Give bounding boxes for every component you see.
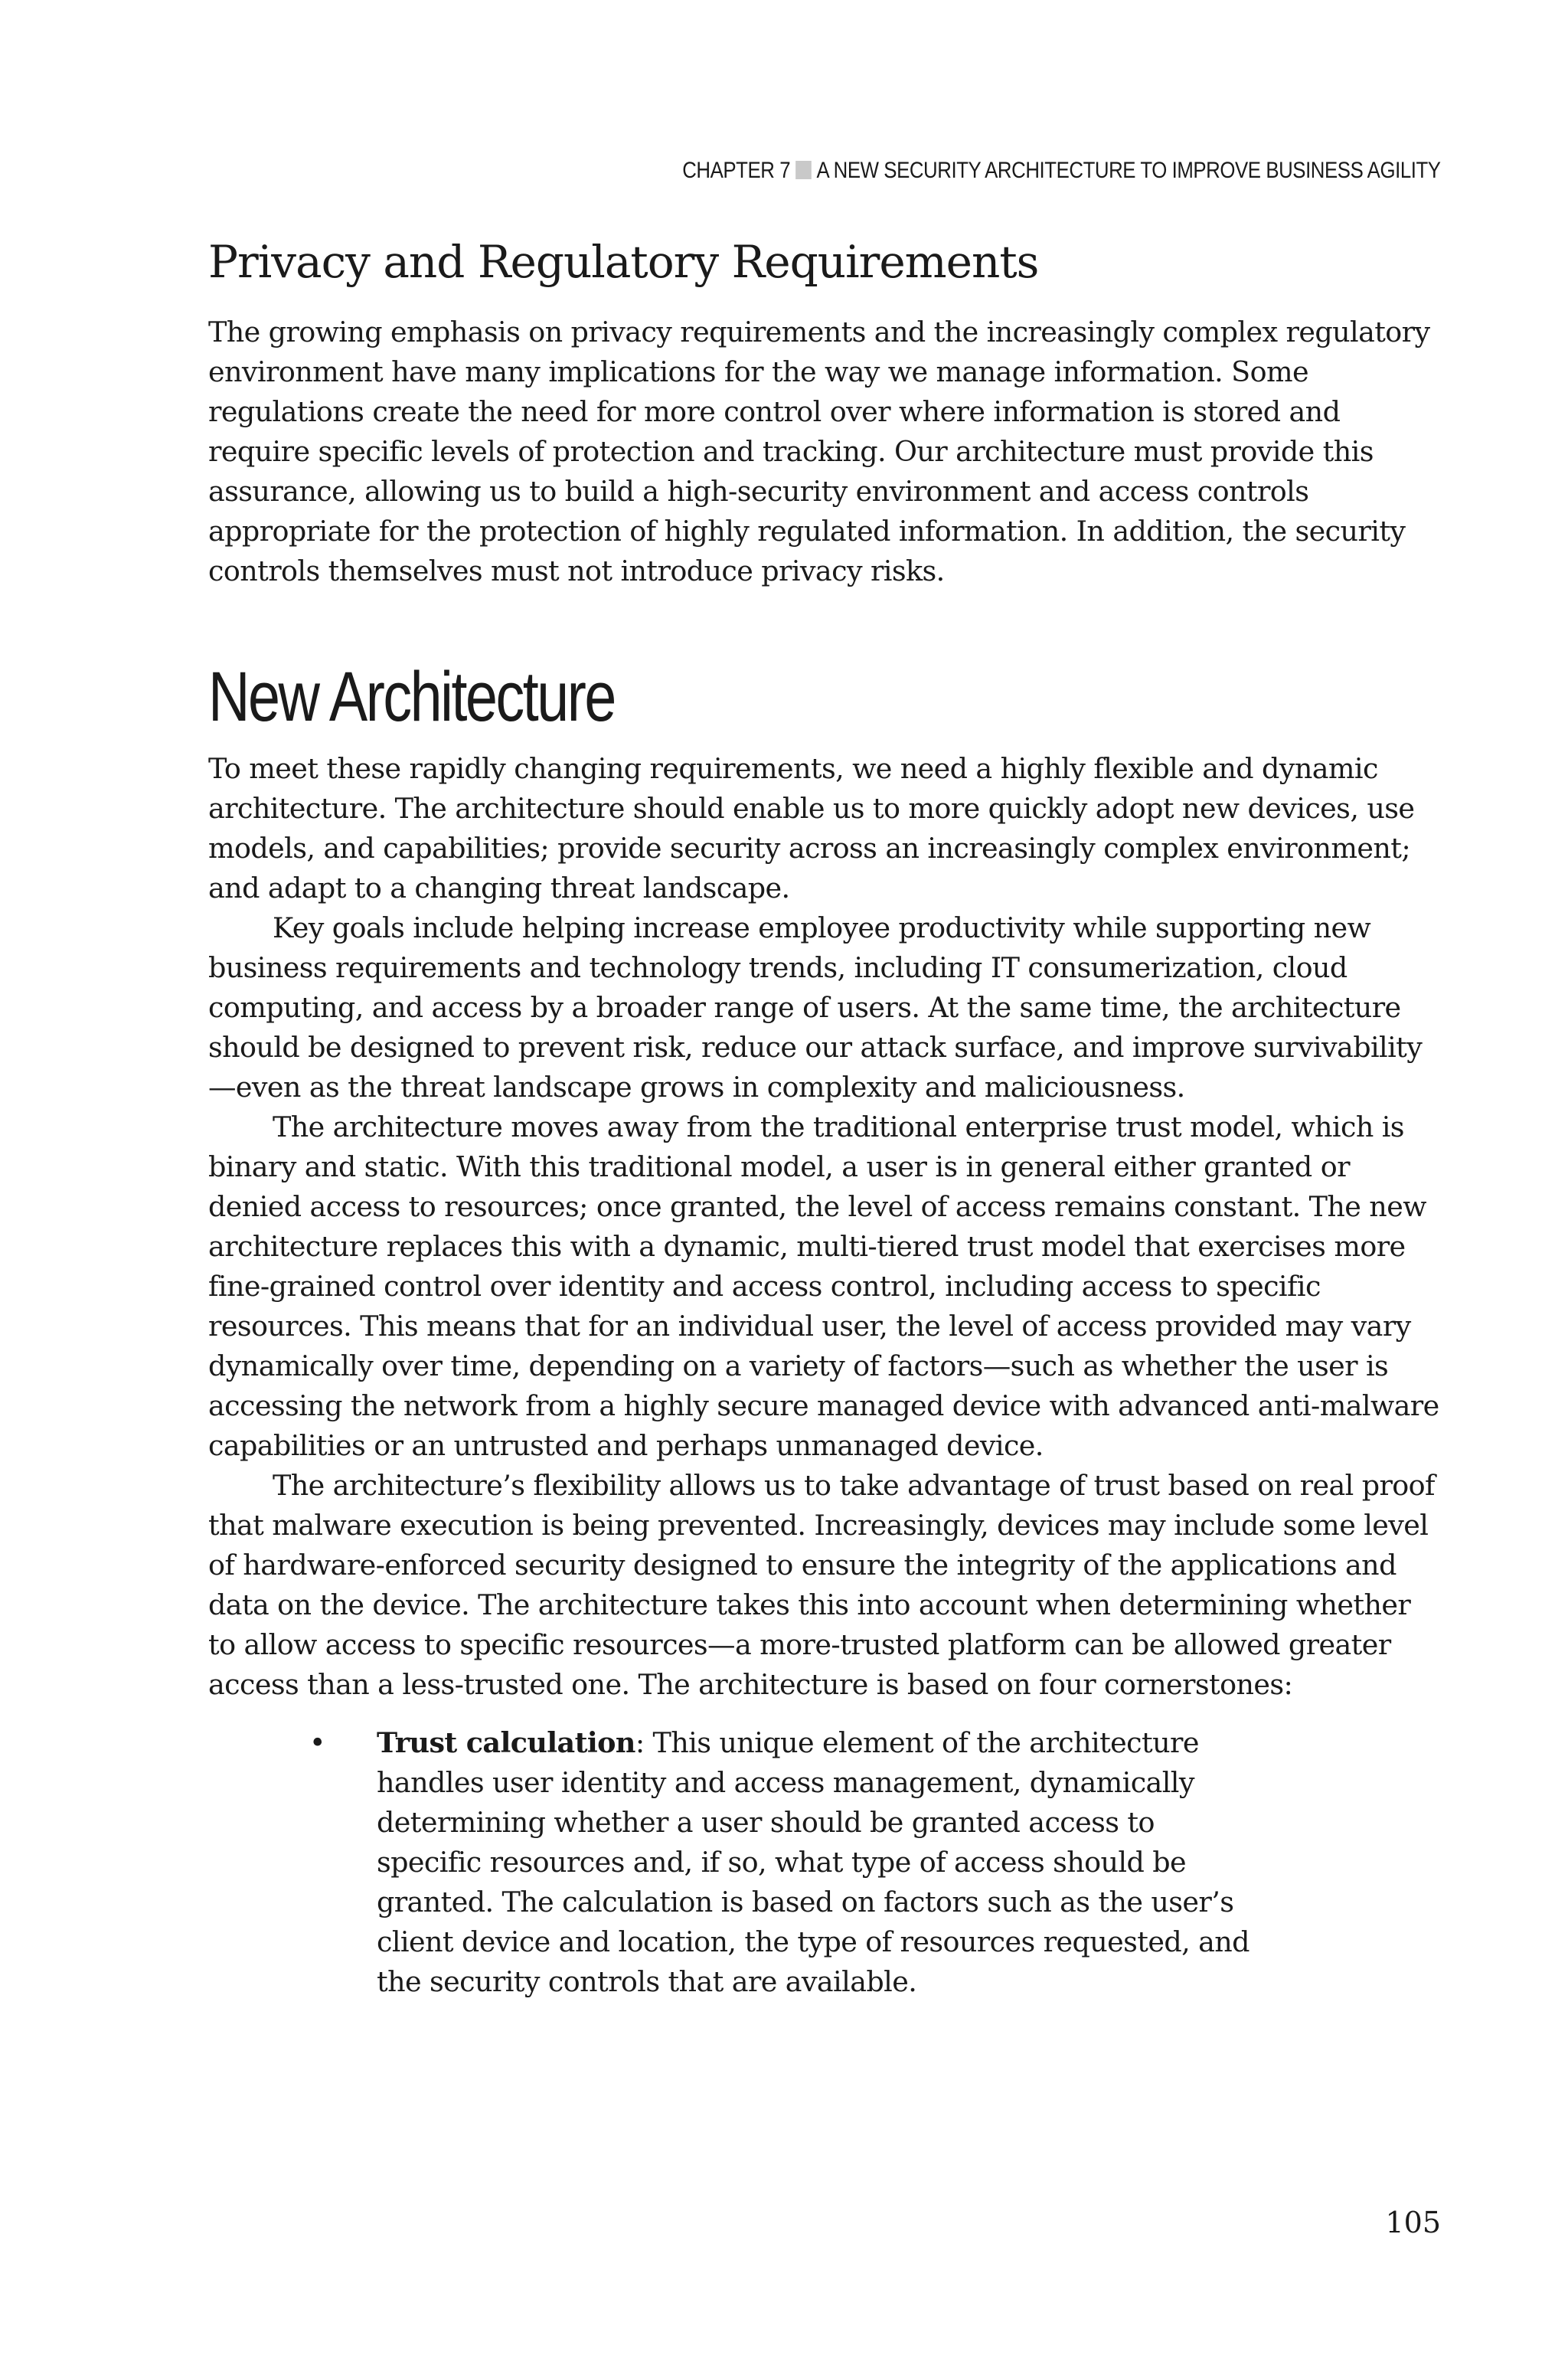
running-header-title: A NEW SECURITY ARCHITECTURE TO IMPROVE BUSINESS AGILITY (816, 158, 1441, 183)
architecture-paragraph-3: The architecture moves away from the traditional enterprise trust model, which is binary and static. With this traditional model, a user is in general either granted or denied access to resources; once granted, the level of access remains constant. The new architecture replaces this with a dynamic, multi-tiered trust model that exercises more fine-grained control over identity and access control, including access to specific resources. This means that for an individual user, the level of access provided may vary dynamically over time, depending on a variety of factors—such as whether the user is accessing the network from a highly secure managed device with advanced anti-malware capabilities or an untrusted and perhaps unmanaged device. (208, 1110, 1439, 1462)
header-separator-square-icon (795, 161, 812, 179)
bullet-text (377, 1723, 1257, 2002)
architecture-paragraph-2: Key goals include helping increase employee productivity while supporting new business requirements and technology trends, including IT consumerization, cloud computing, and access by a broader range of users. At the same time, the architecture should be designed to prevent risk, reduce our attack surface, and improve survivability—even as the threat landscape grows in complexity and maliciousness. (208, 911, 1423, 1104)
running-header-chapter: CHAPTER 7 (682, 158, 791, 183)
bullet-term: Trust calculation (377, 1726, 635, 1759)
running-header (683, 158, 1441, 184)
new-architecture-heading: New Architecture (208, 658, 615, 736)
architecture-paragraph-1: To meet these rapidly changing requirements, we need a highly flexible and dynamic architecture. The architecture should enable us to more quickly adopt new devices, use models, and capabilities; provide security across an increasingly complex environment; and adapt to a changing threat landscape. (208, 752, 1415, 904)
architecture-paragraph-4: The architecture’s flexibility allows us to take advantage of trust based on real proof that malware execution is being prevented. Increasingly, devices may include some level of hardware-enforced security designed to ensure the integrity of the applications and data on the device. The architecture takes this into account when determining whether to allow access to specific resources—a more-trusted platform can be allowed greater access than a less-trusted one. The architecture is based on four cornerstones: (208, 1469, 1435, 1701)
page-number: 105 (1385, 2206, 1441, 2239)
bullet-description: : This unique element of the architecture handles user identity and access management, dynamically determining whether a user should be granted access to specific resources and, if so, what type of access should be granted. The calculation is based on factors such as the user’s client device and location, the type of resources requested, and the security controls that are available. (377, 1726, 1250, 1998)
privacy-section-heading: Privacy and Regulatory Requirements (208, 236, 1039, 288)
privacy-paragraph: The growing emphasis on privacy requirements and the increasingly complex regulatory environment have many implications for the way we manage information. Some regulations create the need for more control over where information is stored and require specific levels of protection and tracking. Our architecture must provide this assurance, allowing us to build a high-security environment and access controls appropriate for the protection of highly regulated information. In addition, the security controls themselves must not introduce privacy risks. (208, 316, 1430, 587)
bullet-icon: • (309, 1726, 326, 1759)
